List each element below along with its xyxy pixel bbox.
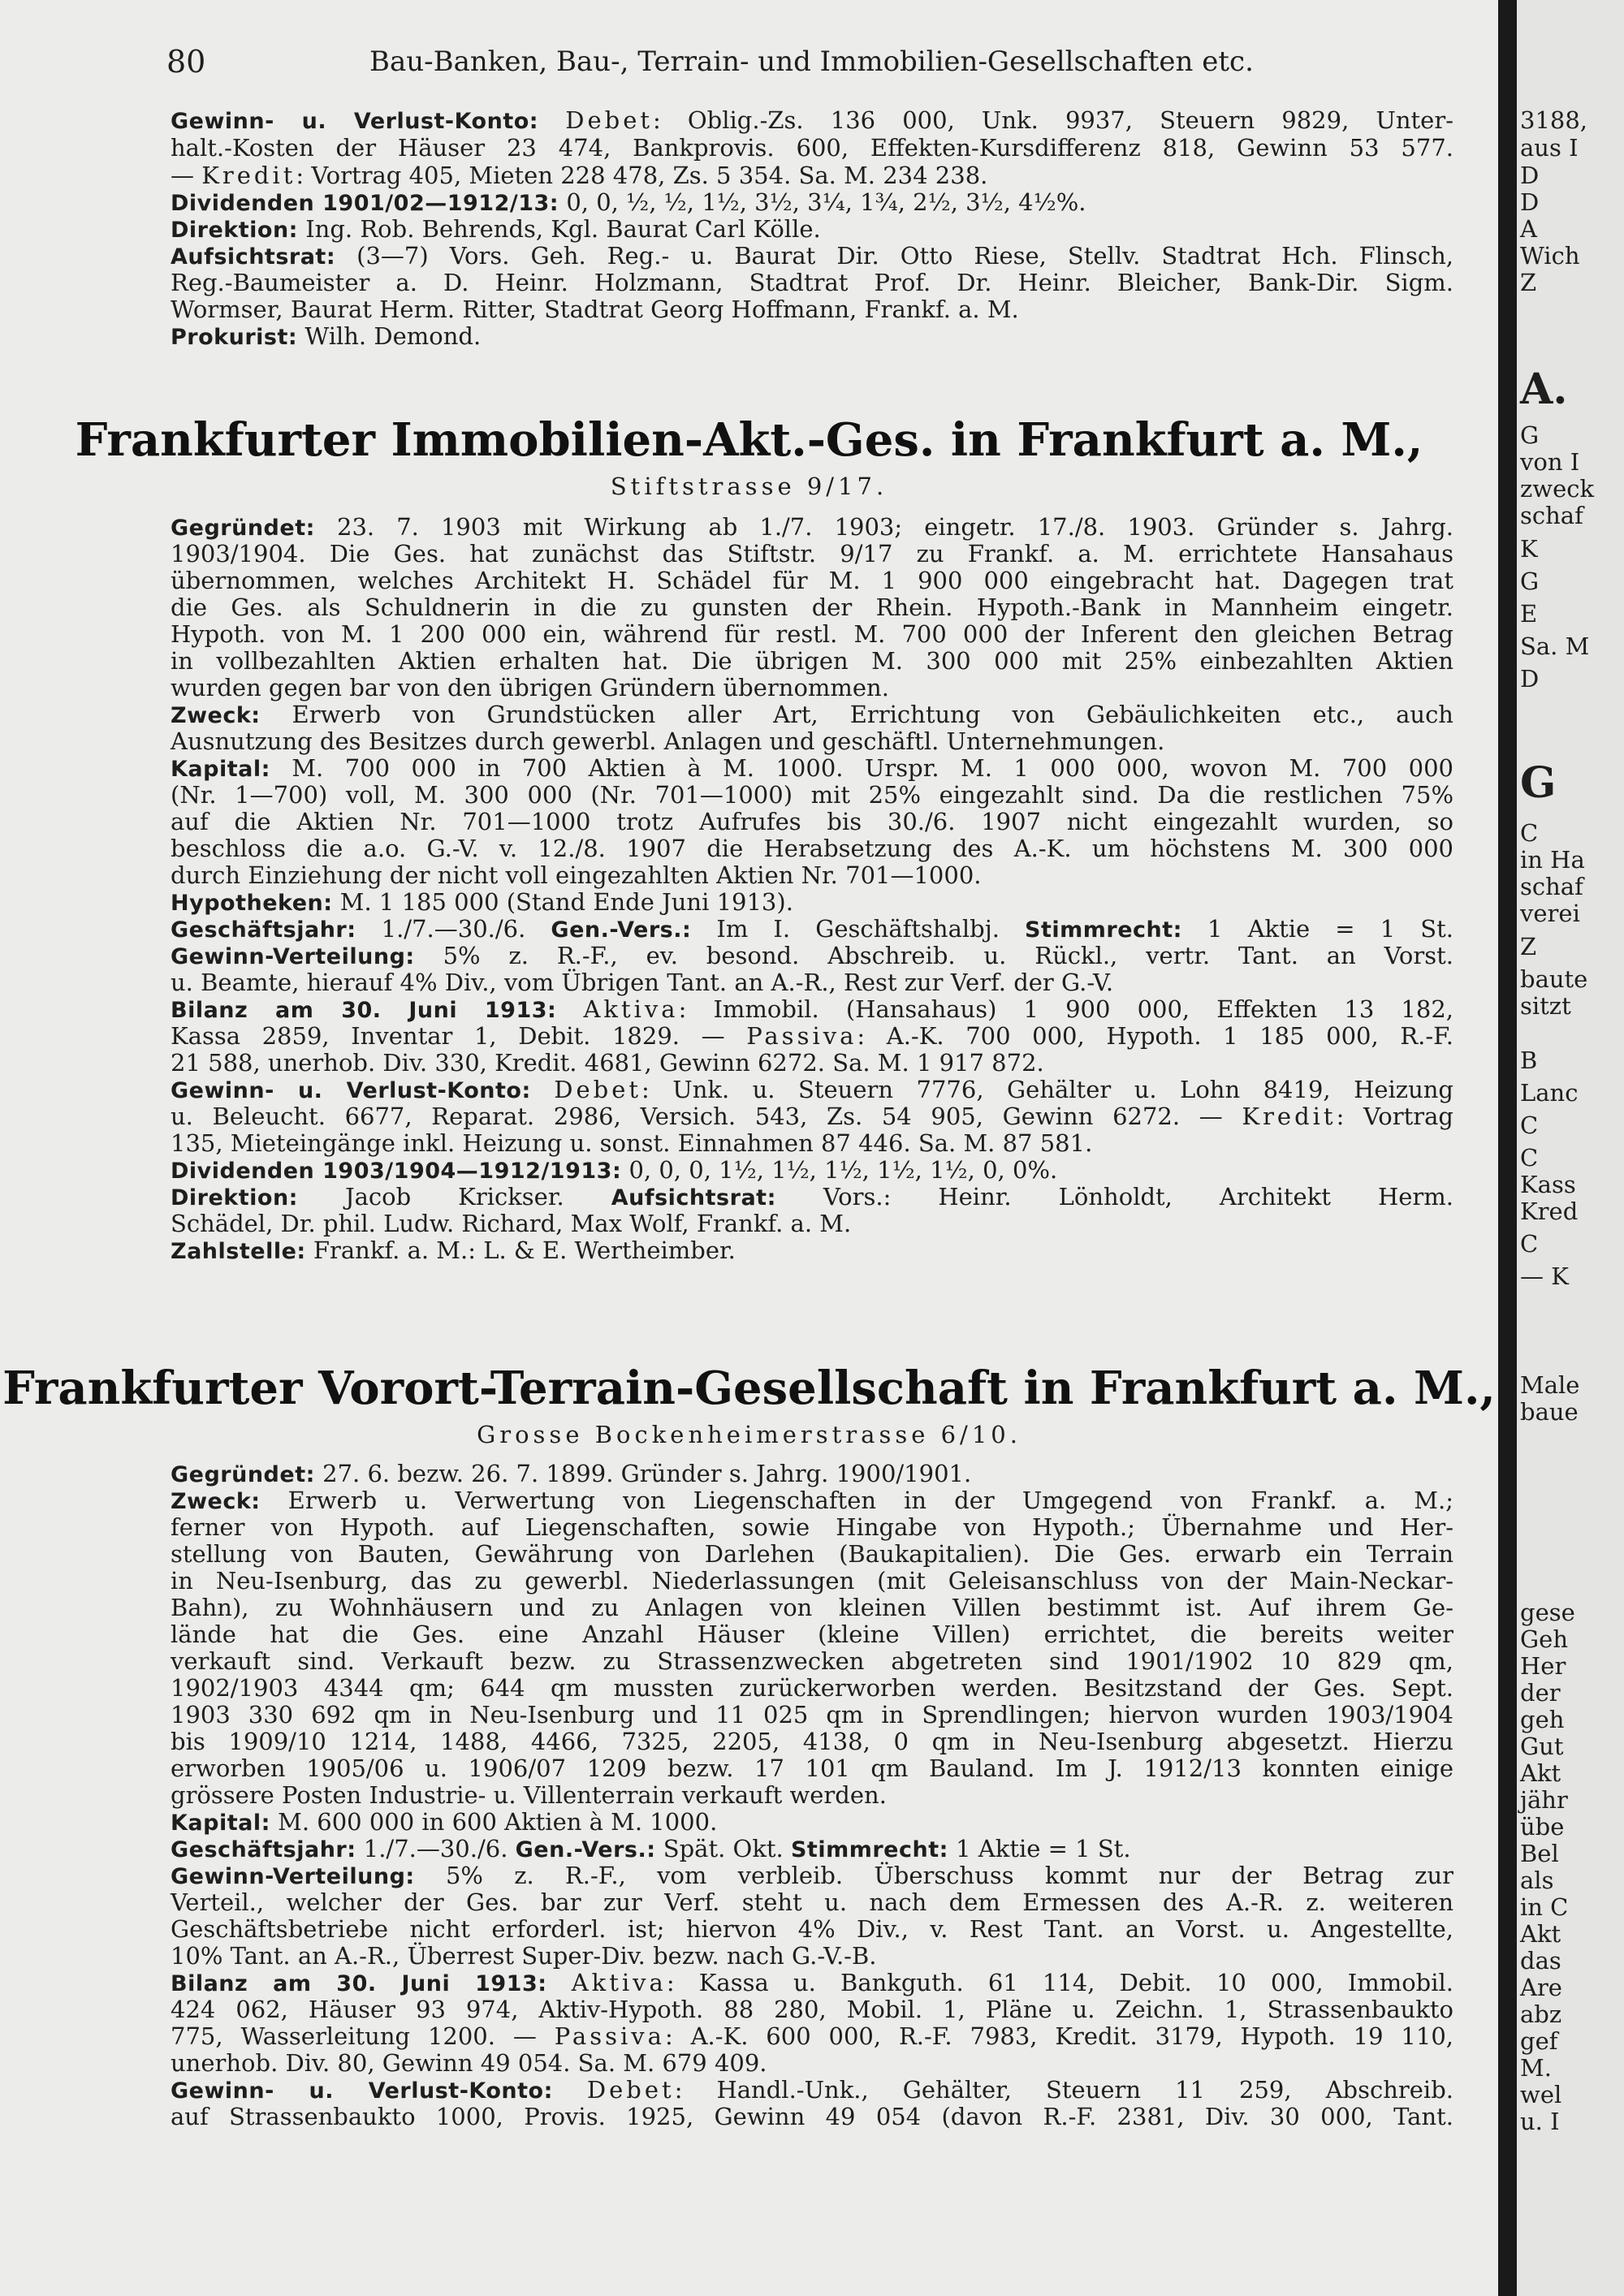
text-run: auf Strassenbaukto 1000, Provis. 1925, Gewinn 49 054 (davon R.-F. 2381, Div. 30 000, Tant. [171, 2103, 1453, 2130]
text-run: : Vortrag [1336, 1103, 1453, 1130]
right-page-fragment: E [1520, 600, 1538, 628]
text-line [171, 1568, 1453, 1595]
text-run: 1 Aktie = 1 St. [1181, 915, 1453, 943]
text-run: die Ges. als Schuldnerin in die zu gunsten der Rhein. Hypoth.-Bank in Mannheim eingetr. [171, 593, 1453, 621]
right-page-edge [1517, 0, 1624, 2296]
text-run: u. Beamte, hierauf 4% Div., vom Übrigen Tant. an A.-R., Rest zur Verf. der G.-V. [171, 969, 1114, 996]
text-line [171, 1782, 1453, 1809]
text-run: Ausnutzung des Besitzes durch gewerbl. Anlagen und geschäftl. Unternehmungen. [171, 727, 1165, 755]
right-page-fragment: wel [1520, 2081, 1562, 2108]
spaced-term: Aktiva [571, 1969, 667, 1996]
right-page-fragment: als [1520, 1867, 1554, 1894]
text-line [171, 1050, 1453, 1077]
text-run: beschloss die a.o. G.-V. v. 12./8. 1907 die Herabsetzung des A.-K. um höchstens M. 300 000 [171, 835, 1453, 862]
space [538, 106, 565, 134]
text-line [171, 782, 1453, 809]
text-line [171, 568, 1453, 594]
right-page-fragment: baute [1520, 965, 1588, 993]
right-page-fragment: G [1520, 421, 1540, 449]
text-run: 21 588, unerhob. Div. 330, Kredit. 4681, Gewinn 6272. Sa. M. 1 917 872. [171, 1049, 1044, 1077]
field-label: Gewinn- u. Verlust-Konto: [171, 2078, 553, 2104]
right-page-fragment: Geh [1520, 1625, 1569, 1653]
text-line [171, 1211, 1453, 1237]
field-label: Gewinn- u. Verlust-Konto: [171, 1078, 531, 1103]
text-line [171, 996, 1453, 1024]
field-label: Aufsichtsrat: [171, 244, 336, 270]
text-line [171, 835, 1453, 862]
text-line [171, 2050, 1453, 2077]
text-line [171, 1621, 1453, 1648]
text-run: 1./7.—30./6. [356, 1835, 516, 1862]
text-run: auf die Aktien Nr. 701—1000 trotz Aufrufes bis 30./6. 1907 nicht eingezahlt wurden, so [171, 808, 1453, 835]
field-label: Gewinn-Verteilung: [171, 1864, 415, 1889]
field-label: Zweck: [171, 1489, 261, 1514]
text-run: u. Beleucht. 6677, Reparat. 2986, Versich. 543, Zs. 54 905, Gewinn 6272. — [171, 1103, 1242, 1130]
text-run: übernommen, welches Architekt H. Schädel für M. 1 900 000 eingebracht hat. Dagegen trat [171, 567, 1453, 594]
right-page-fragment: in Ha [1520, 846, 1585, 874]
right-page-fragment: Z [1520, 933, 1537, 960]
text-line [171, 1889, 1453, 1916]
right-page-fragment: Her [1520, 1652, 1566, 1680]
text-line [171, 809, 1453, 835]
field-label: Direktion: [171, 218, 298, 243]
text-line [171, 1648, 1453, 1675]
text-run: Spät. Okt. [655, 1835, 791, 1862]
text-line [171, 1809, 1453, 1836]
right-page-fragment: zweck [1520, 475, 1595, 503]
right-page-fragment: Are [1520, 1974, 1562, 2001]
text-line [171, 1970, 1453, 1997]
text-line [171, 1487, 1453, 1515]
right-page-fragment: — K [1520, 1262, 1569, 1290]
spaced-term: Aktiva [583, 995, 679, 1023]
field-label: Bilanz am 30. Juni 1913: [171, 1971, 547, 1996]
right-page-fragment: Gut [1520, 1733, 1564, 1760]
text-line [171, 1755, 1453, 1782]
text-line [171, 216, 1453, 244]
text-line [171, 1184, 1453, 1211]
right-page-fragment: schaf [1520, 873, 1583, 900]
field-label: Kapital: [171, 757, 270, 782]
text-run: 5% z. R.-F., vom verbleib. Überschuss kommt nur der Betrag zur [414, 1862, 1453, 1889]
text-run: in vollbezahlten Aktien erhalten hat. Die übrigen M. 300 000 mit 25% einbezahlten Aktien [171, 647, 1453, 675]
right-page-fragment: D [1520, 665, 1540, 693]
company-address: Stiftstrasse 9/17. [610, 473, 888, 500]
text-run: 0, 0, 0, 1½, 1½, 1½, 1½, 1½, 0, 0%. [621, 1156, 1058, 1184]
text-line [171, 1595, 1453, 1621]
right-page-fragment: übe [1520, 1813, 1565, 1841]
right-page-fragment: gese [1520, 1599, 1575, 1626]
text-line [171, 323, 1453, 351]
right-page-fragment: abz [1520, 2000, 1562, 2028]
right-page-fragment: C [1520, 1144, 1539, 1172]
text-line [171, 514, 1453, 542]
text-run: Kassa 2859, Inventar 1, Debit. 1829. — [171, 1022, 747, 1050]
company-heading: Frankfurter Vorort-Terrain-Gesellschaft in Frankfurt a. M., [2, 1362, 1496, 1415]
text-line [171, 1461, 1453, 1488]
field-label: Aufsichtsrat: [611, 1185, 776, 1211]
text-run: : Handl.-Unk., Gehälter, Steuern 11 259, Abschreib. [674, 2076, 1453, 2104]
text-run: Erwerb u. Verwertung von Liegenschaften in der Umgegend von Frankf. a. M.; [260, 1487, 1453, 1514]
text-run: Jacob Krickser. [297, 1183, 611, 1211]
text-run: 1902/1903 4344 qm; 644 qm mussten zurückerworben werden. Besitzstand der Ges. Sept. [171, 1674, 1453, 1702]
right-page-fragment: Wich [1520, 242, 1580, 270]
text-run: Wilh. Demond. [297, 322, 482, 350]
field-label: Zahlstelle: [171, 1239, 306, 1264]
right-page-fragment: u. I [1520, 2108, 1560, 2135]
text-run: Wormser, Baurat Herm. Ritter, Stadtrat Georg Hoffmann, Frankf. a. M. [171, 296, 1019, 323]
text-line [171, 889, 1453, 917]
company-heading: Frankfurter Immobilien-Akt.-Ges. in Frankfurt a. M., [75, 413, 1423, 467]
right-page-fragment: C [1520, 1111, 1539, 1139]
text-line [171, 943, 1453, 970]
right-page-fragment: A. [1520, 365, 1568, 414]
text-line [171, 621, 1453, 648]
text-line [171, 1702, 1453, 1728]
text-run [547, 1969, 572, 1996]
field-label: Zweck: [171, 703, 261, 728]
field-label: Gewinn-Verteilung: [171, 944, 415, 969]
text-run: 1903 330 692 qm in Neu-Isenburg und 11 025 qm in Sprendlingen; hiervon wurden 1903/1904 [171, 1701, 1453, 1728]
field-label: Gegründet: [171, 1462, 315, 1487]
right-page-fragment: C [1520, 819, 1539, 847]
text-run: Im I. Geschäftshalbj. [691, 915, 1026, 943]
text-run: erworben 1905/06 u. 1906/07 1209 bezw. 17 101 qm Bauland. Im J. 1912/13 konnten einige [171, 1754, 1453, 1782]
spaced-term: Debet [554, 1076, 642, 1103]
text-line [171, 594, 1453, 621]
text-line [171, 243, 1453, 270]
text-line [171, 1237, 1453, 1265]
field-label: Gen.-Vers.: [515, 1837, 656, 1862]
right-page-fragment: gef [1520, 2027, 1558, 2055]
text-line [171, 2023, 1453, 2050]
field-label: Dividenden 1903/1904—1912/1913: [171, 1159, 622, 1184]
text-line [171, 1996, 1453, 2023]
text-run: M. 600 000 in 600 Aktien à M. 1000. [270, 1808, 718, 1836]
text-run: : A.-K. 700 000, Hypoth. 1 185 000, R.-F. [857, 1022, 1453, 1050]
text-line [171, 1077, 1453, 1104]
text-run: M. 700 000 in 700 Aktien à M. 1000. Urspr. M. 1 000 000, wovon M. 700 000 [270, 754, 1453, 782]
right-page-fragment: Akt [1520, 1920, 1561, 1948]
text-run: : Oblig.-Zs. 136 000, Unk. 9937, Steuern 9829, Unter- [653, 106, 1453, 134]
text-line [171, 701, 1453, 729]
text-run: Frankf. a. M.: L. & E. Wertheimber. [305, 1236, 736, 1264]
right-page-fragment: D [1520, 162, 1540, 189]
text-run: unerhob. Div. 80, Gewinn 49 054. Sa. M. 679 409. [171, 2049, 767, 2077]
text-line [171, 541, 1453, 568]
field-label: Geschäftsjahr: [171, 1837, 356, 1862]
text-line [171, 296, 1453, 323]
text-line [171, 1728, 1453, 1755]
book-gutter [1498, 0, 1517, 2296]
right-page-fragment: jähr [1520, 1786, 1568, 1814]
text-line [171, 1023, 1453, 1050]
spaced-term: Kredit [1242, 1103, 1337, 1130]
right-page-fragment: M. [1520, 2054, 1552, 2082]
right-page-fragment: Bel [1520, 1840, 1559, 1867]
text-run: Verteil., welcher der Ges. bar zur Verf. steht u. nach dem Ermessen des A.-R. z. weiteren [171, 1888, 1453, 1916]
text-run: — [171, 162, 202, 189]
spaced-term: Debet [586, 2076, 675, 2104]
spaced-term: Kredit [201, 162, 296, 189]
text-run: : Vortrag 405, Mieten 228 478, Zs. 5 354. Sa. M. 234 238. [296, 162, 988, 189]
text-run: (Nr. 1—700) voll, M. 300 000 (Nr. 701—1000) mit 25% eingezahlt sind. Da die restlichen 75% [171, 781, 1453, 809]
text-run: Hypoth. von M. 1 200 000 ein, während für restl. M. 700 000 der Inferent den gleichen Betrag [171, 620, 1453, 648]
text-run: Ing. Rob. Behrends, Kgl. Baurat Carl Kölle. [297, 215, 821, 243]
text-line [171, 1836, 1453, 1863]
text-run: Geschäftsbetriebe nicht erforderl. ist; hiervon 4% Div., v. Rest Tant. an Vorst. u. Angestellte, [171, 1915, 1453, 1943]
text-run: verkauft sind. Verkauft bezw. zu Strassenzwecken abgetreten sind 1901/1902 10 829 qm, [171, 1647, 1453, 1675]
right-page-fragment: Kass [1520, 1171, 1576, 1198]
field-label: Gewinn- u. Verlust-Konto: [171, 109, 539, 134]
field-label: Bilanz am 30. Juni 1913: [171, 998, 557, 1023]
field-label: Direktion: [171, 1185, 298, 1211]
running-head: Bau-Banken, Bau-, Terrain- und Immobilien-Gesellschaften etc. [369, 45, 1254, 78]
text-line [171, 107, 1453, 135]
right-page-fragment: der [1520, 1679, 1561, 1707]
text-line [171, 2104, 1453, 2130]
text-run: M. 1 185 000 (Stand Ende Juni 1913). [332, 888, 793, 916]
text-run: 1903/1904. Die Ges. hat zunächst das Stiftstr. 9/17 zu Frankf. a. M. errichtete Hansahaus [171, 540, 1453, 568]
right-page-fragment: C [1520, 1230, 1539, 1258]
text-line [171, 1943, 1453, 1970]
text-run: 0, 0, ½, ½, 1½, 3½, 3¼, 1¾, 2½, 3½, 4½%. [559, 188, 1086, 216]
text-run: in Neu-Isenburg, das zu gewerbl. Niederlassungen (mit Geleisanschluss von der Main-Neckar- [171, 1567, 1453, 1595]
text-run: durch Einziehung der nicht voll eingezahlten Aktien Nr. 701—1000. [171, 861, 982, 889]
text-line [171, 675, 1453, 701]
right-page-fragment: K [1520, 535, 1538, 563]
field-label: Gegründet: [171, 516, 315, 541]
text-run: bis 1909/10 1214, 1488, 4466, 7325, 2205, 4138, 0 qm in Neu-Isenburg abgesetzt. Hierzu [171, 1728, 1453, 1755]
text-run: Reg.-Baumeister a. D. Heinr. Holzmann, Stadtrat Prof. Dr. Heinr. Bleicher, Bank-Dir. Sigm. [171, 269, 1453, 296]
right-page-fragment: baue [1520, 1398, 1579, 1426]
field-label: Kapital: [171, 1810, 270, 1836]
text-run: Bahn), zu Wohnhäusern und zu Anlagen von kleinen Villen bestimmt ist. Auf ihrem Ge- [171, 1594, 1453, 1621]
text-line [171, 969, 1453, 996]
right-page-fragment: von I [1520, 448, 1580, 476]
right-page-fragment: Kred [1520, 1198, 1579, 1225]
text-run: : Unk. u. Steuern 7776, Gehälter u. Lohn 8419, Heizung [641, 1076, 1453, 1103]
text-run: grössere Posten Industrie- u. Villenterrain verkauft werden. [171, 1781, 887, 1809]
text-run: Erwerb von Grundstücken aller Art, Errichtung von Gebäulichkeiten etc., auch [260, 701, 1453, 728]
right-page-fragment: Male [1520, 1371, 1580, 1399]
text-run: : Immobil. (Hansahaus) 1 900 000, Effekten 13 182, [678, 995, 1453, 1023]
spaced-term: Debet [565, 106, 654, 134]
text-run: 5% z. R.-F., ev. besond. Abschreib. u. Rückl., vertr. Tant. an Vorst. [414, 942, 1453, 969]
text-run: halt.-Kosten der Häuser 23 474, Bankprovis. 600, Effekten-Kursdifferenz 818, Gewinn 53 577. [171, 134, 1453, 162]
right-page-fragment: A [1520, 215, 1537, 243]
text-run: : Kassa u. Bankguth. 61 114, Debit. 10 000, Immobil. [666, 1969, 1453, 1996]
right-page-fragment: B [1520, 1047, 1538, 1074]
field-label: Gen.-Vers.: [551, 917, 692, 943]
text-run: 775, Wasserleitung 1200. — [171, 2022, 555, 2050]
text-run: lände hat die Ges. eine Anzahl Häuser (kleine Villen) errichtet, die bereits weiter [171, 1621, 1453, 1648]
text-run: ferner von Hypoth. auf Liegenschaften, sowie Hingabe von Hypoth.; Übernahme und Her- [171, 1513, 1453, 1541]
text-line [171, 755, 1453, 783]
text-line [171, 1514, 1453, 1541]
text-line [171, 648, 1453, 675]
field-label: Stimmrecht: [790, 1837, 948, 1862]
text-run: stellung von Bauten, Gewährung von Darlehen (Baukapitalien). Die Ges. erwarb ein Terrain [171, 1540, 1453, 1568]
text-line [171, 2077, 1453, 2104]
text-run [556, 995, 583, 1023]
field-label: Geschäftsjahr: [171, 917, 356, 943]
right-page-fragment: G [1520, 568, 1540, 595]
text-run: : A.-K. 600 000, R.-F. 7983, Kredit. 3179, Hypoth. 19 110, [664, 2022, 1453, 2050]
text-line [171, 728, 1453, 755]
text-run: 10% Tant. an A.-R., Überrest Super-Div. bezw. nach G.-V.-B. [171, 1942, 877, 1970]
text-run [531, 1076, 554, 1103]
text-line [171, 1675, 1453, 1702]
right-page-fragment: sitzt [1520, 992, 1571, 1020]
right-page-fragment: Z [1520, 269, 1537, 296]
right-page-fragment: das [1520, 1947, 1561, 1974]
spaced-term: Passiva [554, 2022, 665, 2050]
text-line [171, 135, 1453, 162]
text-run: Vors.: Heinr. Lönholdt, Architekt Herm. [775, 1183, 1453, 1211]
text-line [171, 162, 1453, 189]
text-run [553, 2076, 587, 2104]
field-label: Hypotheken: [171, 891, 333, 916]
text-line [171, 862, 1453, 889]
text-run: Schädel, Dr. phil. Ludw. Richard, Max Wolf, Frankf. a. M. [171, 1210, 852, 1237]
right-page-fragment: schaf [1520, 502, 1583, 529]
text-run: 27. 6. bezw. 26. 7. 1899. Gründer s. Jahrg. 1900/1901. [314, 1460, 972, 1487]
text-line [171, 1157, 1453, 1185]
text-run: (3—7) Vors. Geh. Reg.- u. Baurat Dir. Otto Riese, Stellv. Stadtrat Hch. Flinsch, [335, 242, 1453, 270]
text-line [171, 1541, 1453, 1568]
field-label: Prokurist: [171, 325, 298, 350]
text-line [171, 270, 1453, 296]
spaced-term: Passiva [746, 1022, 857, 1050]
right-page-fragment: 3188, [1520, 106, 1588, 134]
text-line [171, 916, 1453, 943]
right-page-fragment: G [1520, 758, 1557, 808]
text-run: 1 Aktie = 1 St. [948, 1835, 1131, 1862]
page-number: 80 [166, 44, 206, 80]
right-page-fragment: Sa. M [1520, 632, 1590, 660]
company-address: Grosse Bockenheimerstrasse 6/10. [477, 1421, 1021, 1448]
right-page-fragment: in C [1520, 1893, 1569, 1921]
field-label: Dividenden 1901/02—1912/13: [171, 191, 559, 216]
text-line [171, 189, 1453, 217]
field-label: Stimmrecht: [1025, 917, 1182, 943]
text-run: 23. 7. 1903 mit Wirkung ab 1./7. 1903; eingetr. 17./8. 1903. Gründer s. Jahrg. [314, 513, 1453, 541]
right-page-fragment: D [1520, 188, 1540, 216]
right-page-fragment: verei [1520, 900, 1580, 927]
text-run: 424 062, Häuser 93 974, Aktiv-Hypoth. 88 280, Mobil. 1, Pläne u. Zeichn. 1, Strassenbaukto [171, 1996, 1453, 2023]
text-run: wurden gegen bar von den übrigen Gründern übernommen. [171, 674, 889, 701]
text-line [171, 1916, 1453, 1943]
text-line [171, 1103, 1453, 1130]
text-line [171, 1130, 1453, 1157]
right-page-fragment: geh [1520, 1706, 1565, 1733]
right-page-fragment: aus I [1520, 134, 1579, 162]
text-run: 1./7.—30./6. [356, 915, 551, 943]
text-line [171, 1862, 1453, 1890]
right-page-fragment: Akt [1520, 1759, 1561, 1787]
right-page-fragment: Lanc [1520, 1079, 1579, 1107]
text-run: 135, Mieteingänge inkl. Heizung u. sonst. Einnahmen 87 446. Sa. M. 87 581. [171, 1129, 1093, 1157]
